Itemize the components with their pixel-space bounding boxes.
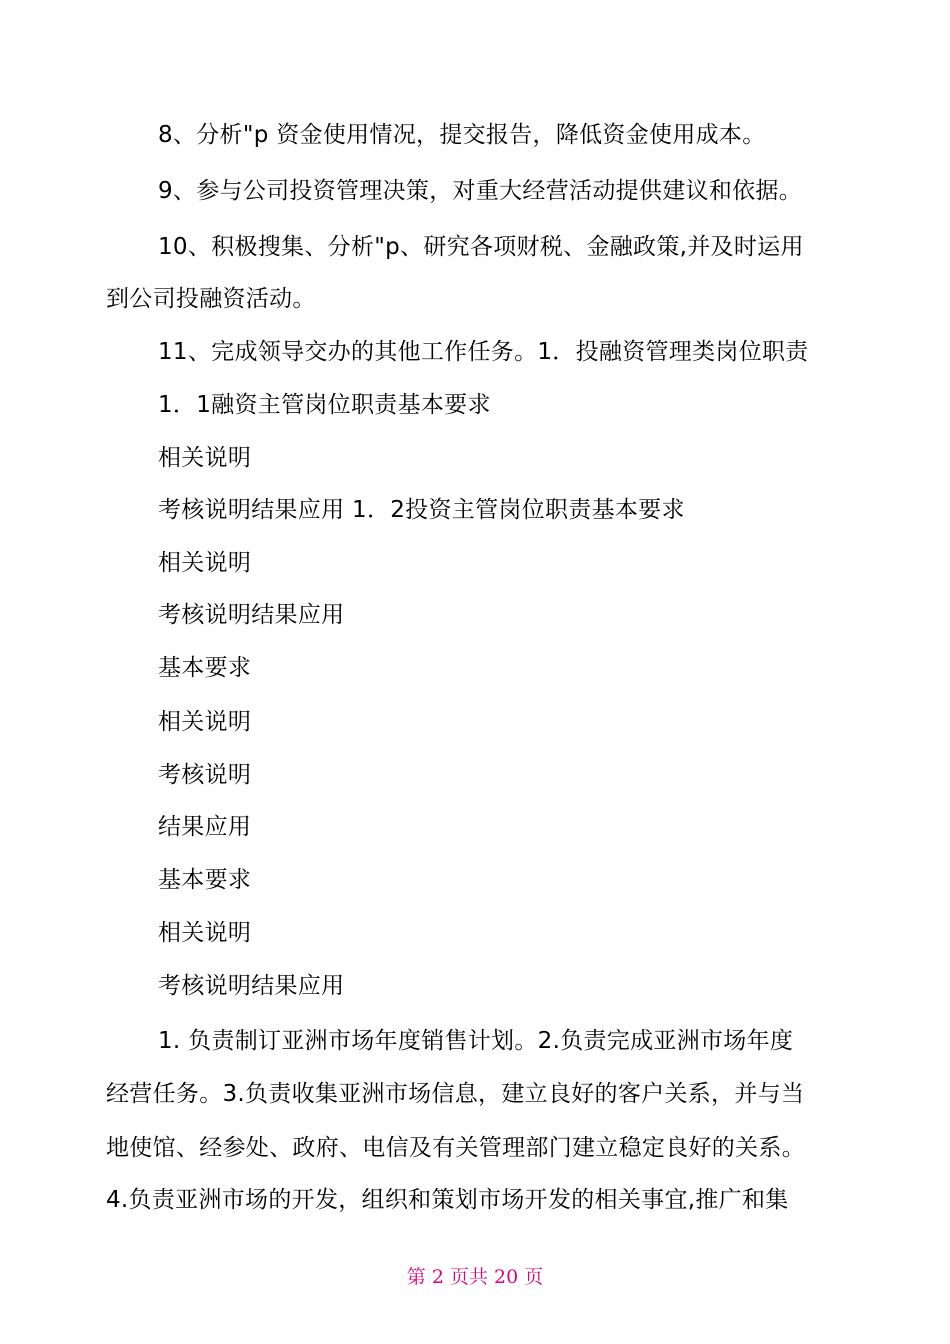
paragraph-line: 考核说明 bbox=[158, 762, 252, 788]
paragraph-line: 9、参与公司投资管理决策，对重大经营活动提供建议和依据。 bbox=[158, 178, 803, 204]
paragraph-line: 考核说明结果应用 bbox=[158, 973, 345, 999]
paragraph-line: 相关说明 bbox=[158, 445, 252, 471]
paragraph-line: 结果应用 bbox=[158, 814, 252, 840]
paragraph-line: 相关说明 bbox=[158, 709, 252, 735]
paragraph-line: 8、分析"p 资金使用情况，提交报告，降低资金使用成本。 bbox=[158, 122, 766, 148]
paragraph-line: 考核说明结果应用 1．2投资主管岗位职责基本要求 bbox=[158, 497, 685, 523]
paragraph-line: 地使馆、经参处、政府、电信及有关管理部门建立稳定良好的关系。 bbox=[106, 1135, 805, 1161]
paragraph-line: 经营任务。3.负责收集亚洲市场信息，建立良好的客户关系，并与当 bbox=[106, 1081, 805, 1107]
paragraph-line: 1. 负责制订亚洲市场年度销售计划。2.负责完成亚洲市场年度 bbox=[158, 1028, 794, 1054]
paragraph-line: 相关说明 bbox=[158, 920, 252, 946]
page-number-footer: 第 2 页共 20 页 bbox=[406, 1266, 544, 1288]
paragraph-line: 基本要求 bbox=[158, 867, 252, 893]
paragraph-line: 4.负责亚洲市场的开发，组织和策划市场开发的相关事宜,推广和集 bbox=[106, 1187, 789, 1213]
paragraph-line: 11、完成领导交办的其他工作任务。1．投融资管理类岗位职责 bbox=[158, 339, 809, 365]
paragraph-line: 相关说明 bbox=[158, 550, 252, 576]
paragraph-line: 到公司投融资活动。 bbox=[106, 286, 316, 312]
paragraph-line: 1．1融资主管岗位职责基本要求 bbox=[158, 392, 491, 418]
paragraph-line: 10、积极搜集、分析"p、研究各项财税、金融政策,并及时运用 bbox=[158, 234, 804, 260]
paragraph-line: 考核说明结果应用 bbox=[158, 602, 345, 628]
paragraph-line: 基本要求 bbox=[158, 655, 252, 681]
